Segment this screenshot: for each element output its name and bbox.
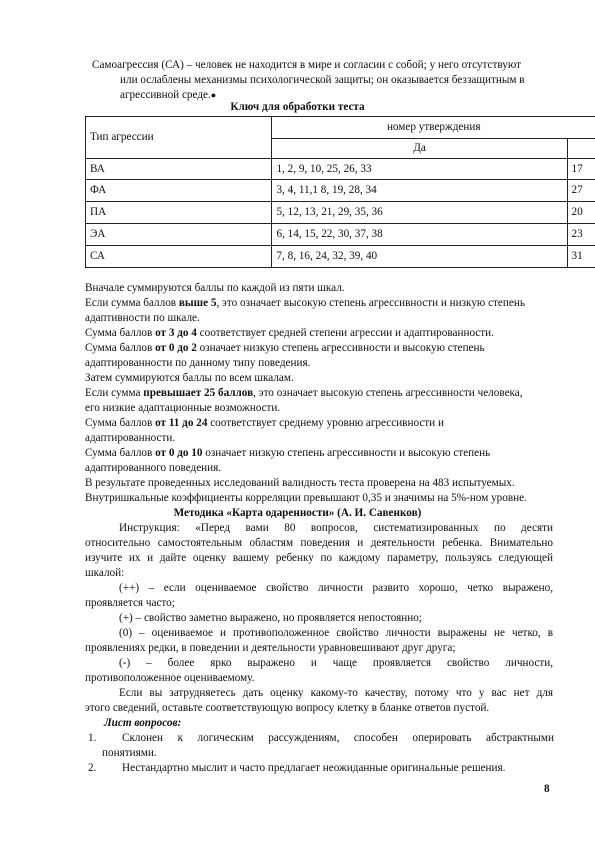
sa-line-2: или ослаблены механизмы психологической защиты; он оказывается беззащитным в [120, 74, 525, 86]
questions-heading: Лист вопросов: [104, 717, 182, 729]
scoring-section: Вначале суммируются баллы по каждой из пяти шкал. Если сумма баллов выше 5, это означает высокую степень агрессивности и низкую степень адаптивности по шкале. Сумма баллов от 3 до 4 соответствует средней степени агрессии и адаптированности. Сумма баллов от 0 до 2 означает низкую степень агрессивности и высокую степень адаптированности по данному типу поведения. Затем суммируются баллы по всем шкалам. Если сумма превышает 25 баллов, это означает высокую степень агрессивности человека, его низкие адаптационные возможности. Сумма баллов от 11 до 24 соответствует среднему уровню агрессивности и адаптированности. Сумма баллов от 0 до 10 означает низкую степень агрессивности и высокую степень адаптированного поведения. В результате проведенных исследований валидность теста проверена на 483 испытуемых. Внутришкальные коэффициенты корреляции превышают 0,35 и значимы на 5%-ном уровне. [85, 281, 555, 506]
sa-definition [92, 58, 552, 103]
row-type: ФА [86, 180, 272, 202]
scoring-line: адаптивности по шкале. [85, 312, 200, 324]
row-yes: 1, 2, 9, 10, 25, 26, 33 [272, 159, 567, 180]
instructions-paragraph: Инструкция: «Перед вами 80 вопросов, систематизированных по десяти относительно самостоятельным областям поведения и деятельности ребенка. Внимательно изучите их и дайте оценку вашему ребенку по каждому параметру, пользуясь следующей шкалой: (++) – если оцениваемое свойство личности развито хорошо, четко выражено, проявляется часто; (+) – свойство заметно выражено, но проявляется непостоянно; (0) – оцениваемое и противоположенное свойство личности выражены не четко, в проявлениях редки, в поведении и деятельности уравновешивают друг друга; (-) – более ярко выражено и чаще проявляется свойство личности, противоположенное оцениваемому. Если вы затрудняетесь дать оценку какому-то качеству, потому что у вас нет для этого сведений, оставьте соответствующую вопросу клетку в бланке ответов пустой. [85, 522, 553, 714]
header-yes: Да [272, 139, 567, 159]
question-text: Склонен к логическим рассуждениям, способен оперировать абстрактными понятиями. [102, 732, 554, 759]
scoring-line: адаптированности. [85, 432, 176, 444]
page-number: 8 [544, 783, 550, 795]
header-aggression-type: Тип агрессии [86, 117, 272, 159]
question-text: Нестандартно мыслит и часто предлагает неожиданные оригинальные решения. [122, 762, 506, 774]
scoring-line: адаптированного поведения. [85, 462, 222, 474]
scoring-line: В результате проведенных исследований валидность теста проверена на 483 испытуемых. [85, 477, 515, 489]
row-yes: 3, 4, 11,1 8, 19, 28, 34 [272, 180, 567, 202]
scoring-line: Вначале суммируются баллы по каждой из пяти шкал. [85, 282, 345, 294]
table-row [86, 224, 595, 246]
row-yes: 5, 12, 13, 21, 29, 35, 36 [272, 202, 567, 224]
table-row [86, 159, 595, 180]
row-no: 17 [567, 159, 595, 180]
question-number: 1. [88, 732, 97, 744]
row-type: ВА [86, 159, 272, 180]
header-statement-number: номер утверждения [272, 117, 595, 139]
scoring-line: Внутришкальные коэффициенты корреляции превышают 0,35 и значимы на 5%-ном уровне. [85, 492, 527, 504]
row-no: 31 [567, 246, 595, 268]
table-row [86, 202, 595, 224]
sa-line-3: агрессивной среде. [120, 89, 211, 101]
question-number: 2. [88, 762, 97, 774]
row-type: СА [86, 246, 272, 268]
key-table-title: Ключ для обработки теста [230, 101, 365, 113]
scoring-line: его низкие адаптационные возможности. [85, 402, 281, 414]
row-no: 27 [567, 180, 595, 202]
key-table [85, 116, 595, 268]
row-yes: 7, 8, 16, 24, 32, 39, 40 [272, 246, 567, 268]
table-row [86, 246, 595, 268]
row-yes: 6, 14, 15, 22, 30, 37, 38 [272, 224, 567, 246]
method-title: Методика «Карта одаренности» (А. И. Савенков) [173, 507, 422, 519]
row-no: 20 [567, 202, 595, 224]
sa-line-1: Самоагрессия (СА) – человек не находится в мире и согласии с собой; у него отсутствуют [92, 59, 521, 71]
table-row [86, 180, 595, 202]
scoring-line: Затем суммируются баллы по всем шкалам. [85, 372, 294, 384]
row-no: 23 [567, 224, 595, 246]
row-type: ЭА [86, 224, 272, 246]
row-type: ПА [86, 202, 272, 224]
bullet-mark: ● [210, 90, 217, 100]
scoring-line: адаптированности по данному типу поведения. [85, 357, 311, 369]
